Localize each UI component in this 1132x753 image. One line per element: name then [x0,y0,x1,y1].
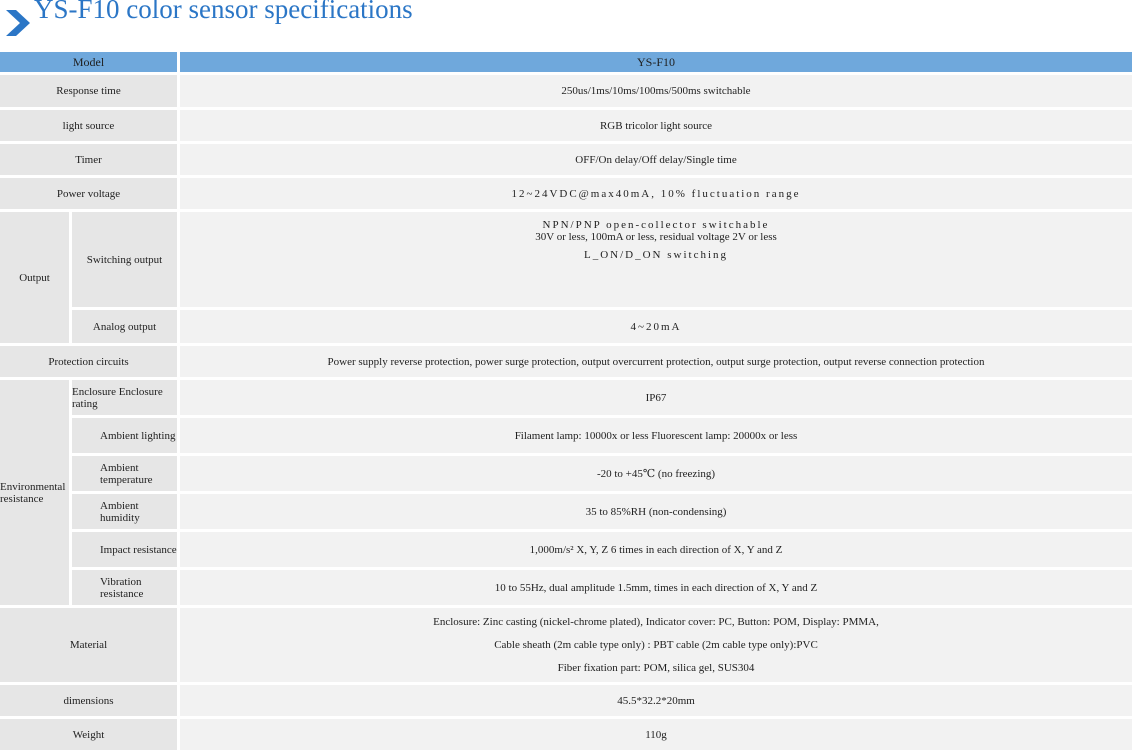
row-value: 4~20mA [180,310,1132,343]
header-model: Model [0,52,177,72]
row-value: RGB tricolor light source [180,110,1132,141]
table-row [0,110,1132,141]
table-row [0,346,1132,377]
table-row [0,685,1132,716]
table-row [0,75,1132,107]
row-label: dimensions [0,685,177,716]
row-value: 10 to 55Hz, dual amplitude 1.5mm, times in each direction of X, Y and Z [180,570,1132,605]
row-sublabel: Analog output [72,310,177,343]
value-line: 30V or less, 100mA or less, residual voltage 2V or less [535,231,777,243]
table-row [0,418,1132,453]
table-header-row [0,52,1132,72]
row-label: Power voltage [0,178,177,209]
row-value: IP67 [180,380,1132,415]
row-value [180,608,1132,682]
header-model-value: YS-F10 [180,52,1132,72]
row-label: Timer [0,144,177,175]
page-title: YS-F10 color sensor specifications [34,0,413,24]
row-sublabel: Switching output [72,212,177,307]
row-value: OFF/On delay/Off delay/Single time [180,144,1132,175]
row-value: 12~24VDC@max40mA, 10% fluctuation range [180,178,1132,209]
value-line: NPN/PNP open-collector switchable [542,219,770,231]
value-line: Cable sheath (2m cable type only) : PBT cable (2m cable type only):PVC [494,638,818,651]
table-row [0,144,1132,175]
table-row [0,310,1132,343]
row-label: Response time [0,75,177,107]
value-line: Enclosure: Zinc casting (nickel-chrome plated), Indicator cover: PC, Button: POM, Display: PMMA, [433,615,879,628]
row-sublabel: Ambient temperature [72,456,177,491]
table-row [0,532,1132,567]
row-value: Filament lamp: 10000x or less Fluorescent lamp: 20000x or less [180,418,1132,453]
row-sublabel: Enclosure Enclosure rating [72,380,177,415]
row-label: Environmental resistance [0,380,69,605]
row-sublabel: Vibration resistance [72,570,177,605]
row-value: 35 to 85%RH (non-condensing) [180,494,1132,529]
table-row [0,212,1132,307]
table-row [0,456,1132,491]
row-value: 110g [180,719,1132,750]
table-row [0,380,1132,415]
row-value: -20 to +45℃ (no freezing) [180,456,1132,491]
value-line: L_ON/D_ON switching [583,249,729,261]
value-line: Fiber fixation part: POM, silica gel, SUS304 [557,661,755,674]
chevron-right-icon [6,10,30,36]
page-header [0,0,1132,44]
row-label: Material [0,608,177,682]
row-label: light source [0,110,177,141]
table-row [0,178,1132,209]
row-value: 1,000m/s² X, Y, Z 6 times in each direction of X, Y and Z [180,532,1132,567]
spec-table [0,49,1132,753]
row-value [180,212,1132,307]
table-row [0,494,1132,529]
row-label: Weight [0,719,177,750]
row-sublabel: Ambient lighting [72,418,177,453]
table-row [0,719,1132,750]
row-sublabel: Impact resistance [72,532,177,567]
table-row [0,570,1132,605]
row-sublabel: Ambient humidity [72,494,177,529]
row-label: Output [0,212,69,343]
row-value: 45.5*32.2*20mm [180,685,1132,716]
row-label: Protection circuits [0,346,177,377]
table-row [0,608,1132,682]
row-value: 250us/1ms/10ms/100ms/500ms switchable [180,75,1132,107]
row-value: Power supply reverse protection, power surge protection, output overcurrent protection, output surge protection, output reverse connection protection [180,346,1132,377]
